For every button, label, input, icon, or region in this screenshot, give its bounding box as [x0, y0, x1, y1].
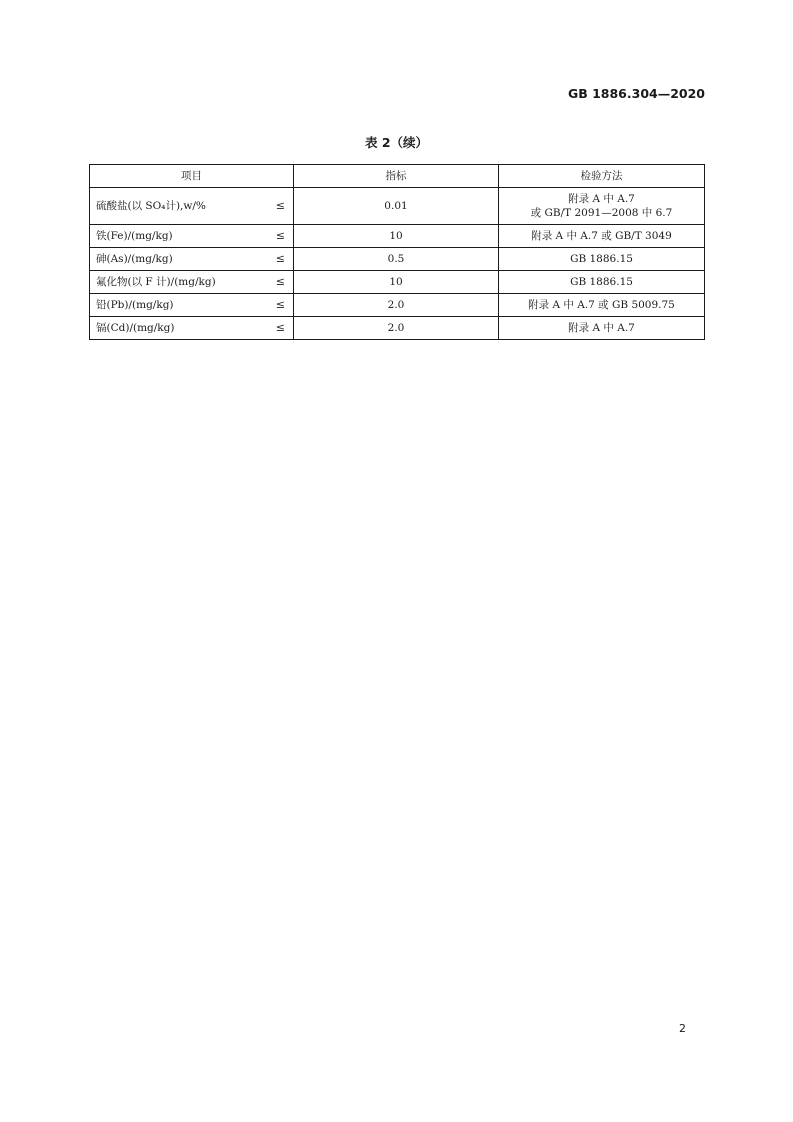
table-caption: 表 2（续） [364, 135, 429, 150]
item-label: 氟化物(以 F 计)/(mg/kg) [96, 276, 216, 288]
method-cell: 附录 A 中 A.7 或 GB 5009.75 [499, 294, 705, 317]
method-cell: GB 1886.15 [499, 248, 705, 271]
item-cell [90, 317, 294, 340]
index-cell: 0.01 [294, 188, 499, 225]
less-equal-symbol: ≤ [275, 199, 285, 212]
standard-number: GB 1886.304—2020 [567, 86, 705, 101]
index-cell: 10 [294, 225, 499, 248]
column-header-item: 项目 [90, 165, 294, 188]
table-row [90, 188, 705, 225]
item-cell [90, 248, 294, 271]
method-line-2: 或 GB/T 2091—2008 中 6.7 [530, 207, 673, 219]
table-row [90, 317, 705, 340]
specification-table [89, 164, 705, 340]
item-label: 硫酸盐(以 SO₄计),w/% [96, 200, 206, 212]
less-equal-symbol: ≤ [275, 321, 285, 334]
less-equal-symbol: ≤ [275, 275, 285, 288]
item-label: 镉(Cd)/(mg/kg) [96, 322, 175, 334]
less-equal-symbol: ≤ [275, 229, 285, 242]
table-row [90, 225, 705, 248]
table-row [90, 248, 705, 271]
table-header-row [90, 165, 705, 188]
less-equal-symbol: ≤ [275, 252, 285, 265]
item-cell [90, 188, 294, 225]
less-equal-symbol: ≤ [275, 298, 285, 311]
item-cell [90, 294, 294, 317]
index-cell: 10 [294, 271, 499, 294]
column-header-method: 检验方法 [499, 165, 705, 188]
index-cell: 2.0 [294, 294, 499, 317]
table-row [90, 294, 705, 317]
page-number: 2 [679, 1022, 686, 1035]
method-cell [499, 188, 705, 225]
item-cell [90, 225, 294, 248]
method-line-1: 附录 A 中 A.7 [568, 193, 635, 205]
item-cell [90, 271, 294, 294]
item-label: 铅(Pb)/(mg/kg) [96, 299, 174, 311]
column-header-index: 指标 [294, 165, 499, 188]
table-row [90, 271, 705, 294]
method-cell: 附录 A 中 A.7 [499, 317, 705, 340]
item-label: 铁(Fe)/(mg/kg) [96, 230, 173, 242]
index-cell: 2.0 [294, 317, 499, 340]
method-cell: 附录 A 中 A.7 或 GB/T 3049 [499, 225, 705, 248]
item-label: 砷(As)/(mg/kg) [96, 253, 173, 265]
method-cell: GB 1886.15 [499, 271, 705, 294]
index-cell: 0.5 [294, 248, 499, 271]
